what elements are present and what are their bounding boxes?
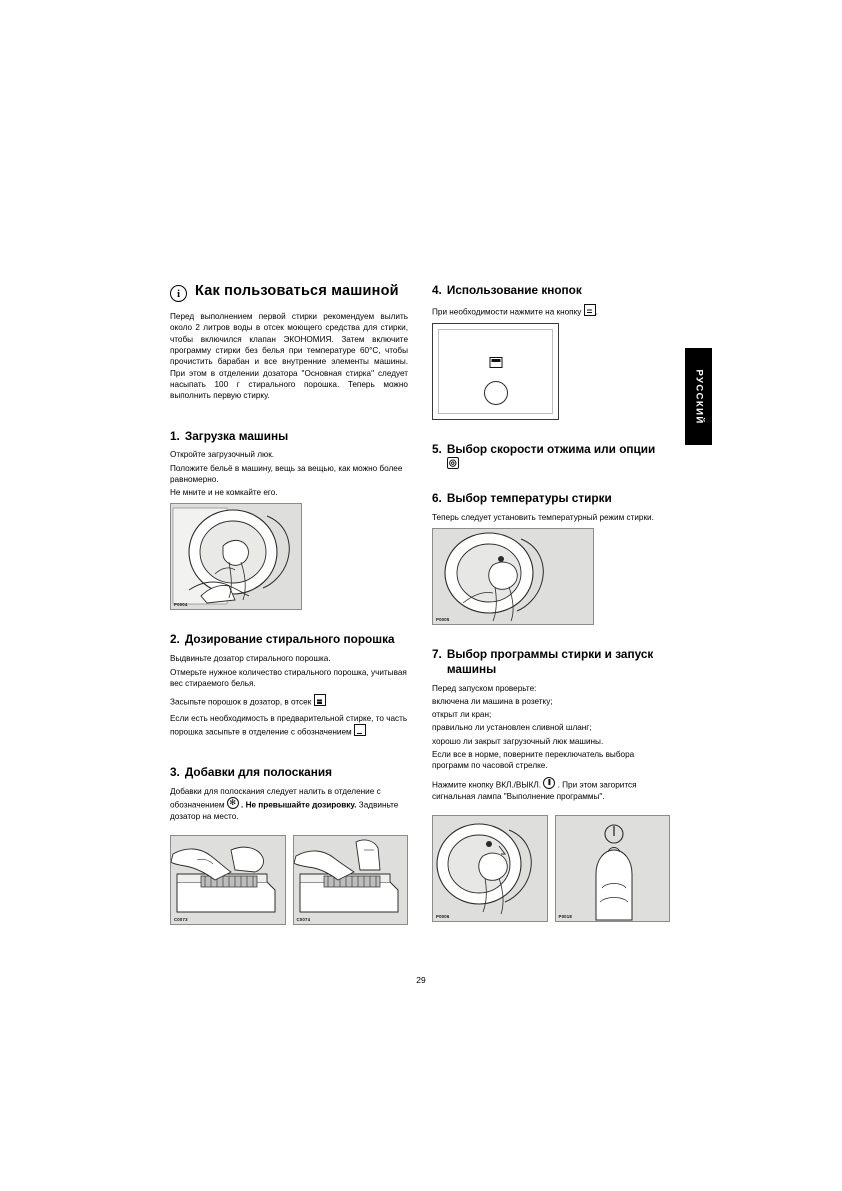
figure-power-button-press bbox=[555, 815, 671, 922]
figure-row-start bbox=[432, 815, 670, 922]
section-6-number: 6. bbox=[432, 491, 442, 506]
section-7-heading bbox=[432, 647, 670, 676]
section-7-para-7-tail: . При этом загорится сигнальная лампа "Выполнение программы". bbox=[432, 780, 637, 801]
section-4-title: Использование кнопок bbox=[446, 283, 582, 297]
section-1-para-3: Не мните и не комкайте его. bbox=[170, 488, 278, 498]
section-2-number: 2. bbox=[170, 632, 180, 647]
section-3-number: 3. bbox=[170, 765, 180, 780]
spin-option-icon bbox=[447, 457, 459, 469]
figure-control-button-panel bbox=[432, 323, 559, 420]
section-2-title: Дозирование стирального порошка bbox=[184, 632, 395, 647]
section-2-para-4 bbox=[170, 713, 408, 738]
section-5-title bbox=[447, 442, 670, 471]
section-7-number: 7. bbox=[432, 647, 442, 662]
figure-detergent-softener bbox=[293, 835, 409, 925]
program-knob bbox=[484, 381, 508, 405]
section-4-para: При необходимости нажмите на кнопку . bbox=[432, 304, 670, 318]
detergent-box-one-bar-icon bbox=[354, 724, 366, 736]
section-2-para-2: Отмерьте нужное количество стирального порошка, учитывая вес стираемого белья. bbox=[170, 667, 407, 688]
section-1-number: 1. bbox=[170, 428, 180, 443]
intro-paragraph: Перед выполнением первой стирки рекомендуем вылить около 2 литров воды в отсек моющего средства для стирки, чтобы включился клапан ЭКОНОМИЯ. Затем включите программу стирки без белья при температуре 60°С, чтобы прочистить барабан и все внутренние элементы машины. При этом в отделении дозатора "Основная стирка" следует насыпать 100 г стирального порошка. Теперь можно выполнить первую стирку. bbox=[170, 312, 408, 401]
section-3-title: Добавки для полоскания bbox=[184, 765, 332, 780]
figure-temperature-dial bbox=[432, 528, 594, 625]
section-1-title: Загрузка машины bbox=[184, 428, 289, 443]
flower-icon bbox=[227, 797, 239, 809]
section-5-heading bbox=[432, 442, 670, 471]
figure-code: P0004 bbox=[174, 602, 188, 608]
section-6-heading bbox=[432, 491, 670, 506]
section-3-para-tail: Задвиньте дозатор на место. bbox=[170, 800, 399, 821]
section-4-number: 4. bbox=[432, 283, 442, 297]
section-3-para bbox=[170, 786, 408, 822]
info-icon bbox=[170, 285, 187, 302]
section-7-para-3: открыт ли кран; bbox=[432, 710, 492, 720]
section-2-para-4-text: Если есть необходимость в предварительной стирке, то часть порошка засыпьте в отделение с обозначением bbox=[170, 713, 408, 737]
section-3-para-bold: . Не превышайте дозировку. bbox=[241, 800, 357, 810]
section-7-para-7 bbox=[432, 777, 670, 802]
section-3-heading bbox=[170, 765, 408, 780]
figure-loading-machine bbox=[170, 503, 302, 610]
section-7-para-7-text: Нажмите кнопку ВКЛ./ВЫКЛ. bbox=[432, 780, 542, 790]
section-6-title: Выбор температуры стирки bbox=[446, 491, 612, 506]
language-tab bbox=[685, 348, 712, 445]
right-column bbox=[432, 283, 670, 922]
figure-code: P0006 bbox=[436, 913, 450, 919]
section-2-heading bbox=[170, 632, 408, 647]
left-column bbox=[170, 283, 408, 925]
power-on-off-icon bbox=[543, 777, 555, 789]
section-7-para-4: правильно ли установлен сливной шланг; bbox=[432, 723, 592, 733]
figure-program-selector bbox=[432, 815, 548, 922]
section-7-para-5: хорошо ли закрыт загрузочный люк машины. bbox=[432, 736, 604, 746]
language-tab-label: РУССКИЙ bbox=[693, 368, 704, 425]
section-5-number: 5. bbox=[432, 441, 442, 456]
figure-code: P0005 bbox=[436, 617, 450, 623]
section-2-para-3-text: Засыпьте порошок в дозатор, в отсек bbox=[170, 697, 312, 707]
section-1-heading bbox=[170, 429, 408, 444]
detergent-box-two-bar-icon bbox=[314, 694, 326, 706]
figure-code: C0073 bbox=[174, 917, 188, 923]
push-button-icon bbox=[489, 357, 502, 368]
section-4-heading bbox=[432, 283, 670, 298]
main-title-row bbox=[170, 283, 408, 302]
page-title: Как пользоваться машиной bbox=[195, 283, 399, 299]
section-4-para-text: При необходимости нажмите на кнопку bbox=[432, 307, 582, 317]
section-7-para-1: Перед запуском проверьте: bbox=[432, 683, 537, 693]
figure-detergent-powder bbox=[170, 835, 286, 925]
section-7-para-6: Если все в норме, поверните переключатель выбора программ по часовой стрелке. bbox=[432, 750, 635, 771]
figure-code: P0018 bbox=[558, 913, 572, 919]
section-7-para-2: включена ли машина в розетку; bbox=[432, 696, 553, 706]
figure-code: C0074 bbox=[296, 917, 311, 923]
figure-row-detergent bbox=[170, 835, 408, 925]
section-2-para-1: Выдвиньте дозатор стирального порошка. bbox=[170, 654, 331, 664]
section-7-title: Выбор программы стирки и запуск машины bbox=[446, 647, 654, 676]
page-number: 29 bbox=[416, 975, 426, 985]
section-3-para-lead: Добавки для полоскания следует налить в отделение с обозначением bbox=[170, 786, 381, 810]
push-button-icon bbox=[584, 304, 596, 316]
section-6-para: Теперь следует установить температурный режим стирки. bbox=[432, 512, 654, 522]
section-5-title-text: Выбор скорости отжима или опции bbox=[446, 441, 656, 456]
section-1-para-2: Положите бельё в машину, вещь за вещью, как можно более равномерно. bbox=[170, 463, 403, 484]
section-2-para-3 bbox=[170, 694, 408, 708]
section-1-para-1: Откройте загрузочный люк. bbox=[170, 450, 275, 460]
